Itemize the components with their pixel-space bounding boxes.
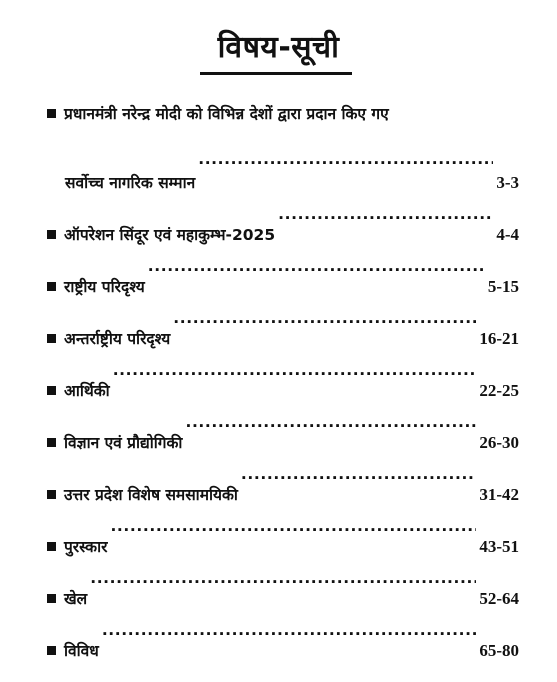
toc-entry-label: ऑपरेशन सिंदूर एवं महाकुम्भ-2025: [64, 226, 276, 244]
toc-entry-line: [47, 396, 519, 452]
toc-entry-pages: 22-25: [479, 381, 519, 400]
square-bullet-icon: [47, 594, 56, 603]
toc-entry-label: प्रधानमंत्री नरेन्द्र मोदी को विभिन्न देशों द्वारा प्रदान किए गए: [64, 105, 389, 123]
dot-leader: [113, 344, 477, 396]
toc-entry-line: [47, 604, 519, 660]
toc-entry-label: राष्ट्रीय परिदृश्य: [64, 278, 145, 296]
square-bullet-icon: [47, 282, 56, 291]
toc-entry-label: विज्ञान एवं प्रौद्योगिकी: [64, 434, 183, 452]
title-block: [0, 28, 557, 68]
toc-entry-label-continued: सर्वोच्च नागरिक सम्मान: [65, 174, 196, 192]
toc-entry-line: [47, 98, 519, 130]
toc-entry-label: पुरस्कार: [64, 538, 108, 556]
table-of-contents: [47, 98, 519, 660]
toc-entry-awards-pm: [47, 98, 519, 192]
toc-entry-label: उत्तर प्रदेश विशेष समसामयिकी: [64, 486, 238, 504]
toc-entry: [47, 188, 519, 244]
square-bullet-icon: [47, 490, 56, 499]
toc-entry: [47, 552, 519, 608]
toc-entry-pages: 26-30: [479, 433, 519, 452]
square-bullet-icon: [47, 386, 56, 395]
square-bullet-icon: [47, 542, 56, 551]
dot-leader: [102, 604, 477, 656]
toc-entry-pages: 5-15: [487, 277, 519, 296]
square-bullet-icon: [47, 438, 56, 447]
toc-entry-line: [47, 448, 519, 504]
toc-entry-pages: 31-42: [479, 485, 519, 504]
toc-entry-line: [47, 292, 519, 348]
square-bullet-icon: [47, 334, 56, 343]
toc-entry: [47, 292, 519, 348]
toc-entry: [47, 396, 519, 452]
toc-entry: [47, 240, 519, 296]
toc-entry: [47, 500, 519, 556]
toc-entry-label: खेल: [64, 590, 88, 608]
toc-entry: [47, 448, 519, 504]
toc-entry-pages: 43-51: [479, 537, 519, 556]
toc-entry-line: [47, 188, 519, 244]
dot-leader: [173, 292, 476, 344]
toc-entry-line: [47, 344, 519, 400]
square-bullet-icon: [47, 109, 56, 118]
dot-leader: [198, 130, 493, 188]
toc-entry-pages: 4-4: [496, 225, 519, 244]
dot-leader: [185, 396, 476, 448]
toc-entry-pages: 16-21: [479, 329, 519, 348]
toc-entry-line: [47, 130, 519, 192]
page-title: विषय-सूची: [217, 30, 340, 65]
title-underline: [200, 72, 352, 75]
toc-entry-line: [47, 240, 519, 296]
toc-entry-label: आर्थिकी: [64, 382, 110, 400]
toc-entry-pages: 3-3: [496, 173, 519, 192]
toc-entry-label: अन्तर्राष्ट्रीय परिदृश्य: [64, 330, 171, 348]
dot-leader: [241, 448, 476, 500]
dot-leader: [148, 240, 485, 292]
square-bullet-icon: [47, 646, 56, 655]
square-bullet-icon: [47, 230, 56, 239]
toc-entry-pages: 65-80: [479, 641, 519, 660]
dot-leader: [90, 552, 476, 604]
toc-entry: [47, 344, 519, 400]
toc-entry-line: [47, 500, 519, 556]
toc-entry-line: [47, 552, 519, 608]
toc-entry-pages: 52-64: [479, 589, 519, 608]
dot-leader: [110, 500, 476, 552]
dot-leader: [278, 188, 493, 240]
toc-entry: [47, 604, 519, 660]
toc-entry-label: विविध: [64, 642, 99, 660]
